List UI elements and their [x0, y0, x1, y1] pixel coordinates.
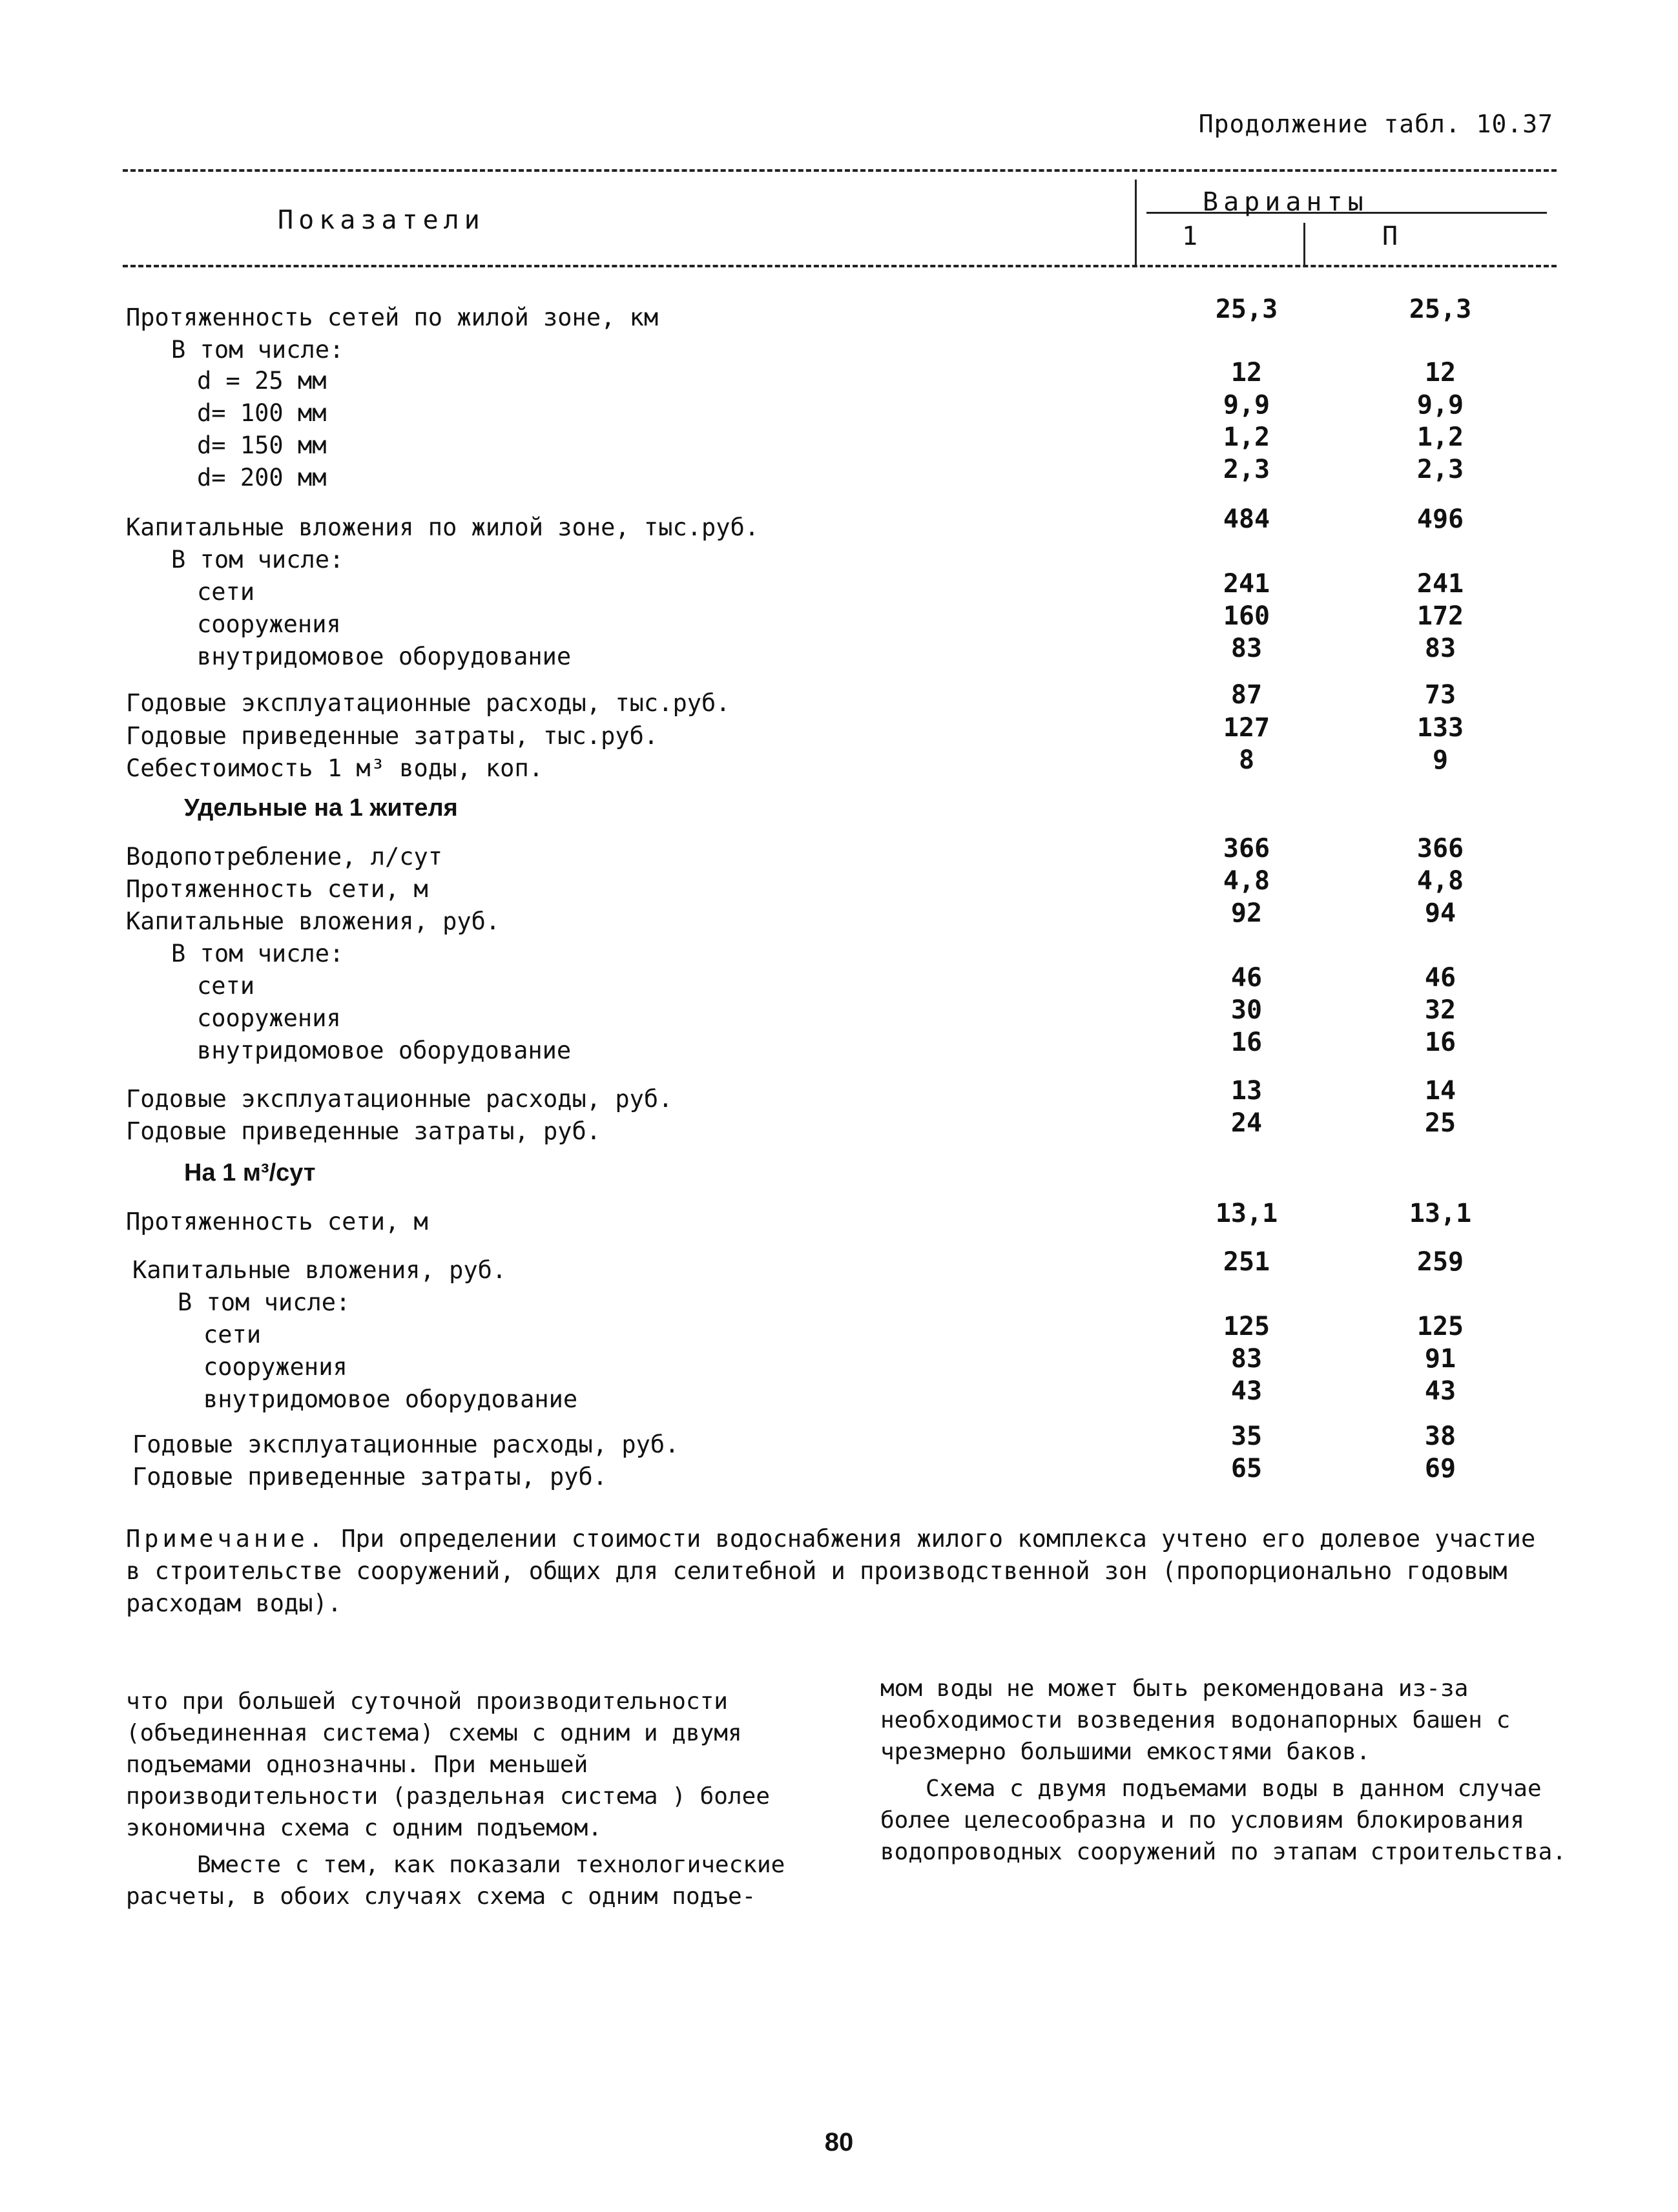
- header-variants: Варианты: [1203, 187, 1369, 217]
- table-row: [0, 1159, 1678, 1190]
- cell-variant-1: 160: [1223, 601, 1270, 631]
- cell-variant-2: 9: [1432, 745, 1449, 775]
- table-row: [0, 1199, 1678, 1239]
- row-label: Годовые приведенные затраты, тыс.руб.: [126, 722, 659, 750]
- row-label: Капитальные вложения, руб.: [126, 907, 501, 935]
- table-row: [0, 794, 1678, 825]
- row-label: Водопотребление, л/сут: [126, 843, 443, 871]
- cell-variant-1: 484: [1223, 504, 1270, 534]
- cell-variant-1: 92: [1230, 898, 1263, 928]
- cell-variant-2: 2,3: [1416, 455, 1464, 484]
- row-label: В том числе:: [171, 940, 344, 967]
- cell-variant-2: 14: [1424, 1076, 1456, 1106]
- table-row: [0, 898, 1678, 938]
- paragraph: что при большей суточной производительности (объединенная система) схемы с одним и двумя подъемами однозначны. При меньшей производительности (раздельная система ) более экономична схема с одним подъемом.: [126, 1688, 770, 1841]
- row-label: Капитальные вложения по жилой зоне, тыс.руб.: [126, 513, 760, 541]
- cell-variant-1: 83: [1230, 1344, 1263, 1374]
- cell-variant-1: 87: [1230, 680, 1263, 710]
- row-label: d= 100 мм: [197, 399, 327, 427]
- note-text: При определении стоимости водоснабжения жилого комплекса учтено его долевое участие в строительстве сооружений, общих для селитебной и производственной зон (пропорционально годовым расходам воды).: [126, 1525, 1536, 1617]
- row-label: внутридомовое оборудование: [197, 1037, 572, 1064]
- header-variant-2: П: [1382, 222, 1398, 251]
- table-row: [0, 295, 1678, 335]
- row-label: сооружения: [203, 1353, 347, 1381]
- cell-variant-2: 83: [1424, 634, 1456, 663]
- header-divider: [1135, 180, 1137, 267]
- row-label: Годовые эксплуатационные расходы, тыс.руб.: [126, 689, 730, 717]
- row-label: Протяженность сетей по жилой зоне, км: [126, 304, 659, 331]
- cell-variant-2: 91: [1424, 1344, 1456, 1374]
- table-row: [0, 745, 1678, 785]
- cell-variant-2: 4,8: [1416, 866, 1464, 896]
- note-lead: Примечание.: [126, 1525, 327, 1553]
- row-label: сети: [197, 972, 255, 1000]
- cell-variant-1: 2,3: [1223, 455, 1270, 484]
- cell-variant-2: 12: [1424, 358, 1456, 388]
- cell-variant-1: 24: [1230, 1108, 1263, 1138]
- cell-variant-2: 73: [1424, 680, 1456, 710]
- paragraph: Вместе с тем, как показали технологические расчеты, в обоих случаях схема с одним подъе-: [126, 1852, 785, 1910]
- row-label: Годовые эксплуатационные расходы, руб.: [126, 1085, 673, 1113]
- cell-variant-2: 125: [1416, 1312, 1464, 1341]
- table-continuation-caption: Продолжение табл. 10.37: [1198, 110, 1553, 138]
- row-label: Годовые эксплуатационные расходы, руб.: [132, 1431, 679, 1458]
- header-variant-1: 1: [1182, 222, 1198, 251]
- row-label: d = 25 мм: [197, 367, 327, 395]
- row-label: внутридомовое оборудование: [197, 643, 572, 670]
- paragraph: мом воды не может быть рекомендована из-за необходимости возведения водонапорных башен с чрезмерно большими емкостями баков.: [880, 1675, 1511, 1765]
- cell-variant-1: 30: [1230, 995, 1263, 1025]
- cell-variant-2: 1,2: [1416, 422, 1464, 452]
- cell-variant-2: 133: [1416, 713, 1464, 743]
- table-row: [0, 1108, 1678, 1148]
- cell-variant-1: 241: [1223, 569, 1270, 599]
- cell-variant-1: 25,3: [1215, 295, 1278, 324]
- paragraph: Схема с двумя подъемами воды в данном случае более целесообразна и по условиям блокирования водопроводных сооружений по этапам строительства.: [880, 1775, 1567, 1865]
- cell-variant-2: 69: [1424, 1454, 1456, 1483]
- row-label: В том числе:: [171, 336, 344, 364]
- row-label: сооружения: [197, 1004, 341, 1032]
- table-row: [0, 634, 1678, 674]
- cell-variant-2: 241: [1416, 569, 1464, 599]
- cell-variant-1: 12: [1230, 358, 1263, 388]
- body-column-right: [880, 1673, 1578, 1873]
- cell-variant-2: 25,3: [1409, 295, 1472, 324]
- cell-variant-1: 43: [1230, 1376, 1263, 1406]
- cell-variant-2: 366: [1416, 834, 1464, 863]
- body-column-left: [126, 1686, 823, 1917]
- row-label: Протяженность сети, м: [126, 1208, 428, 1235]
- row-label: d= 200 мм: [197, 464, 327, 491]
- row-label: Протяженность сети, м: [126, 875, 428, 903]
- table-top-rule: [123, 169, 1557, 172]
- cell-variant-2: 38: [1424, 1421, 1456, 1451]
- row-label: внутридомовое оборудование: [203, 1385, 578, 1413]
- cell-variant-2: 496: [1416, 504, 1464, 534]
- page-number: 80: [824, 2128, 854, 2156]
- row-label: В том числе:: [178, 1288, 351, 1316]
- cell-variant-2: 172: [1416, 601, 1464, 631]
- cell-variant-1: 127: [1223, 713, 1270, 743]
- cell-variant-1: 65: [1230, 1454, 1263, 1483]
- cell-variant-1: 251: [1223, 1247, 1270, 1277]
- row-label: В том числе:: [171, 546, 344, 574]
- header-indicators: Показатели: [278, 205, 485, 235]
- table-row: [0, 504, 1678, 544]
- cell-variant-1: 4,8: [1223, 866, 1270, 896]
- cell-variant-2: 25: [1424, 1108, 1456, 1138]
- cell-variant-1: 125: [1223, 1312, 1270, 1341]
- table-row: [0, 1247, 1678, 1287]
- cell-variant-2: 259: [1416, 1247, 1464, 1277]
- row-label: Годовые приведенные затраты, руб.: [126, 1117, 601, 1145]
- row-label: Себестоимость 1 м³ воды, коп.: [126, 754, 544, 782]
- cell-variant-2: 94: [1424, 898, 1456, 928]
- row-label: Капитальные вложения, руб.: [132, 1256, 507, 1284]
- cell-variant-1: 13: [1230, 1076, 1263, 1106]
- variant-divider: [1303, 223, 1305, 267]
- table-note: [126, 1523, 1550, 1620]
- row-label: Годовые приведенные затраты, руб.: [132, 1463, 608, 1491]
- cell-variant-1: 366: [1223, 834, 1270, 863]
- cell-variant-1: 1,2: [1223, 422, 1270, 452]
- table-row: [0, 1028, 1678, 1068]
- cell-variant-1: 46: [1230, 963, 1263, 993]
- section-heading: На 1 м³/сут: [184, 1159, 316, 1186]
- table-row: [0, 1454, 1678, 1494]
- cell-variant-1: 9,9: [1223, 390, 1270, 420]
- cell-variant-2: 46: [1424, 963, 1456, 993]
- cell-variant-2: 32: [1424, 995, 1456, 1025]
- row-label: сети: [197, 578, 255, 606]
- table-row: [0, 1376, 1678, 1416]
- cell-variant-1: 16: [1230, 1028, 1263, 1057]
- table-row: [0, 455, 1678, 495]
- row-label: сети: [203, 1321, 262, 1349]
- section-heading: Удельные на 1 жителя: [184, 794, 458, 822]
- cell-variant-2: 9,9: [1416, 390, 1464, 420]
- cell-variant-1: 35: [1230, 1421, 1263, 1451]
- cell-variant-1: 13,1: [1215, 1199, 1278, 1228]
- cell-variant-1: 83: [1230, 634, 1263, 663]
- cell-variant-2: 13,1: [1409, 1199, 1472, 1228]
- row-label: d= 150 мм: [197, 431, 327, 459]
- cell-variant-1: 8: [1238, 745, 1255, 775]
- cell-variant-2: 43: [1424, 1376, 1456, 1406]
- table-header-bottom-rule: [123, 265, 1557, 267]
- cell-variant-2: 16: [1424, 1028, 1456, 1057]
- row-label: сооружения: [197, 610, 341, 638]
